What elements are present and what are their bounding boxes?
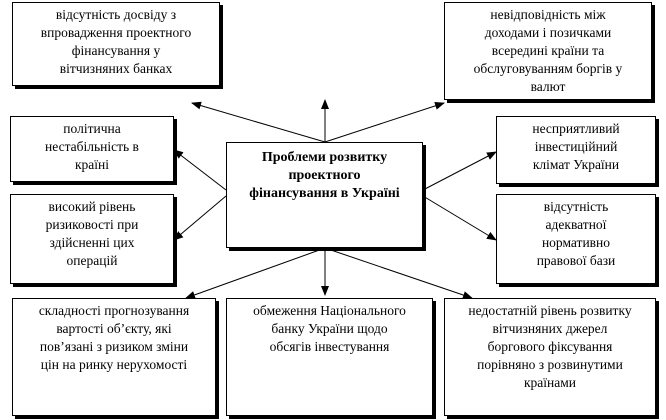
box-mid-left-1: політична нестабільність в країні [10,116,174,182]
box-mid-left-2: високий рівень ризиковості при здійсненні цих операцій [10,194,174,284]
box-bottom-middle: обмеження Національного банку України щодо обсягів інвестування [226,298,433,416]
box-bottom-left: складності прогнозування вартості об’єкту, які пов’язані з ризиком зміни цін на ринку нерухомості [12,298,216,416]
arrow-to-mid-left-1 [174,150,226,190]
arrow-to-mid-right-2 [423,196,496,240]
arrow-to-top-left [192,103,325,142]
arrow-to-bottom-left [186,248,325,298]
arrow-to-bottom-right [325,248,472,298]
center-box: Проблеми розвитку проектного фінансування в Україні [226,142,423,248]
box-mid-right-1: несприятливий інвестиційний клімат України [496,116,656,184]
arrow-to-mid-left-2 [174,196,226,240]
arrow-to-top-right [325,103,444,142]
box-mid-right-2: відсутність адекватної нормативно правової бази [496,194,656,284]
arrow-to-mid-right-1 [423,152,496,190]
box-top-right: невідповідність між доходами і позичками всередині країни та обслуговуванням боргів у валют [444,2,652,100]
box-bottom-right: недостатній рівень розвитку вітчизняних джерел боргового фіксування порівняно з розвинутими країнами [444,298,656,416]
box-top-left: відсутність досвіду з впровадження проектного фінансування у вітчизняних банках [12,2,220,86]
